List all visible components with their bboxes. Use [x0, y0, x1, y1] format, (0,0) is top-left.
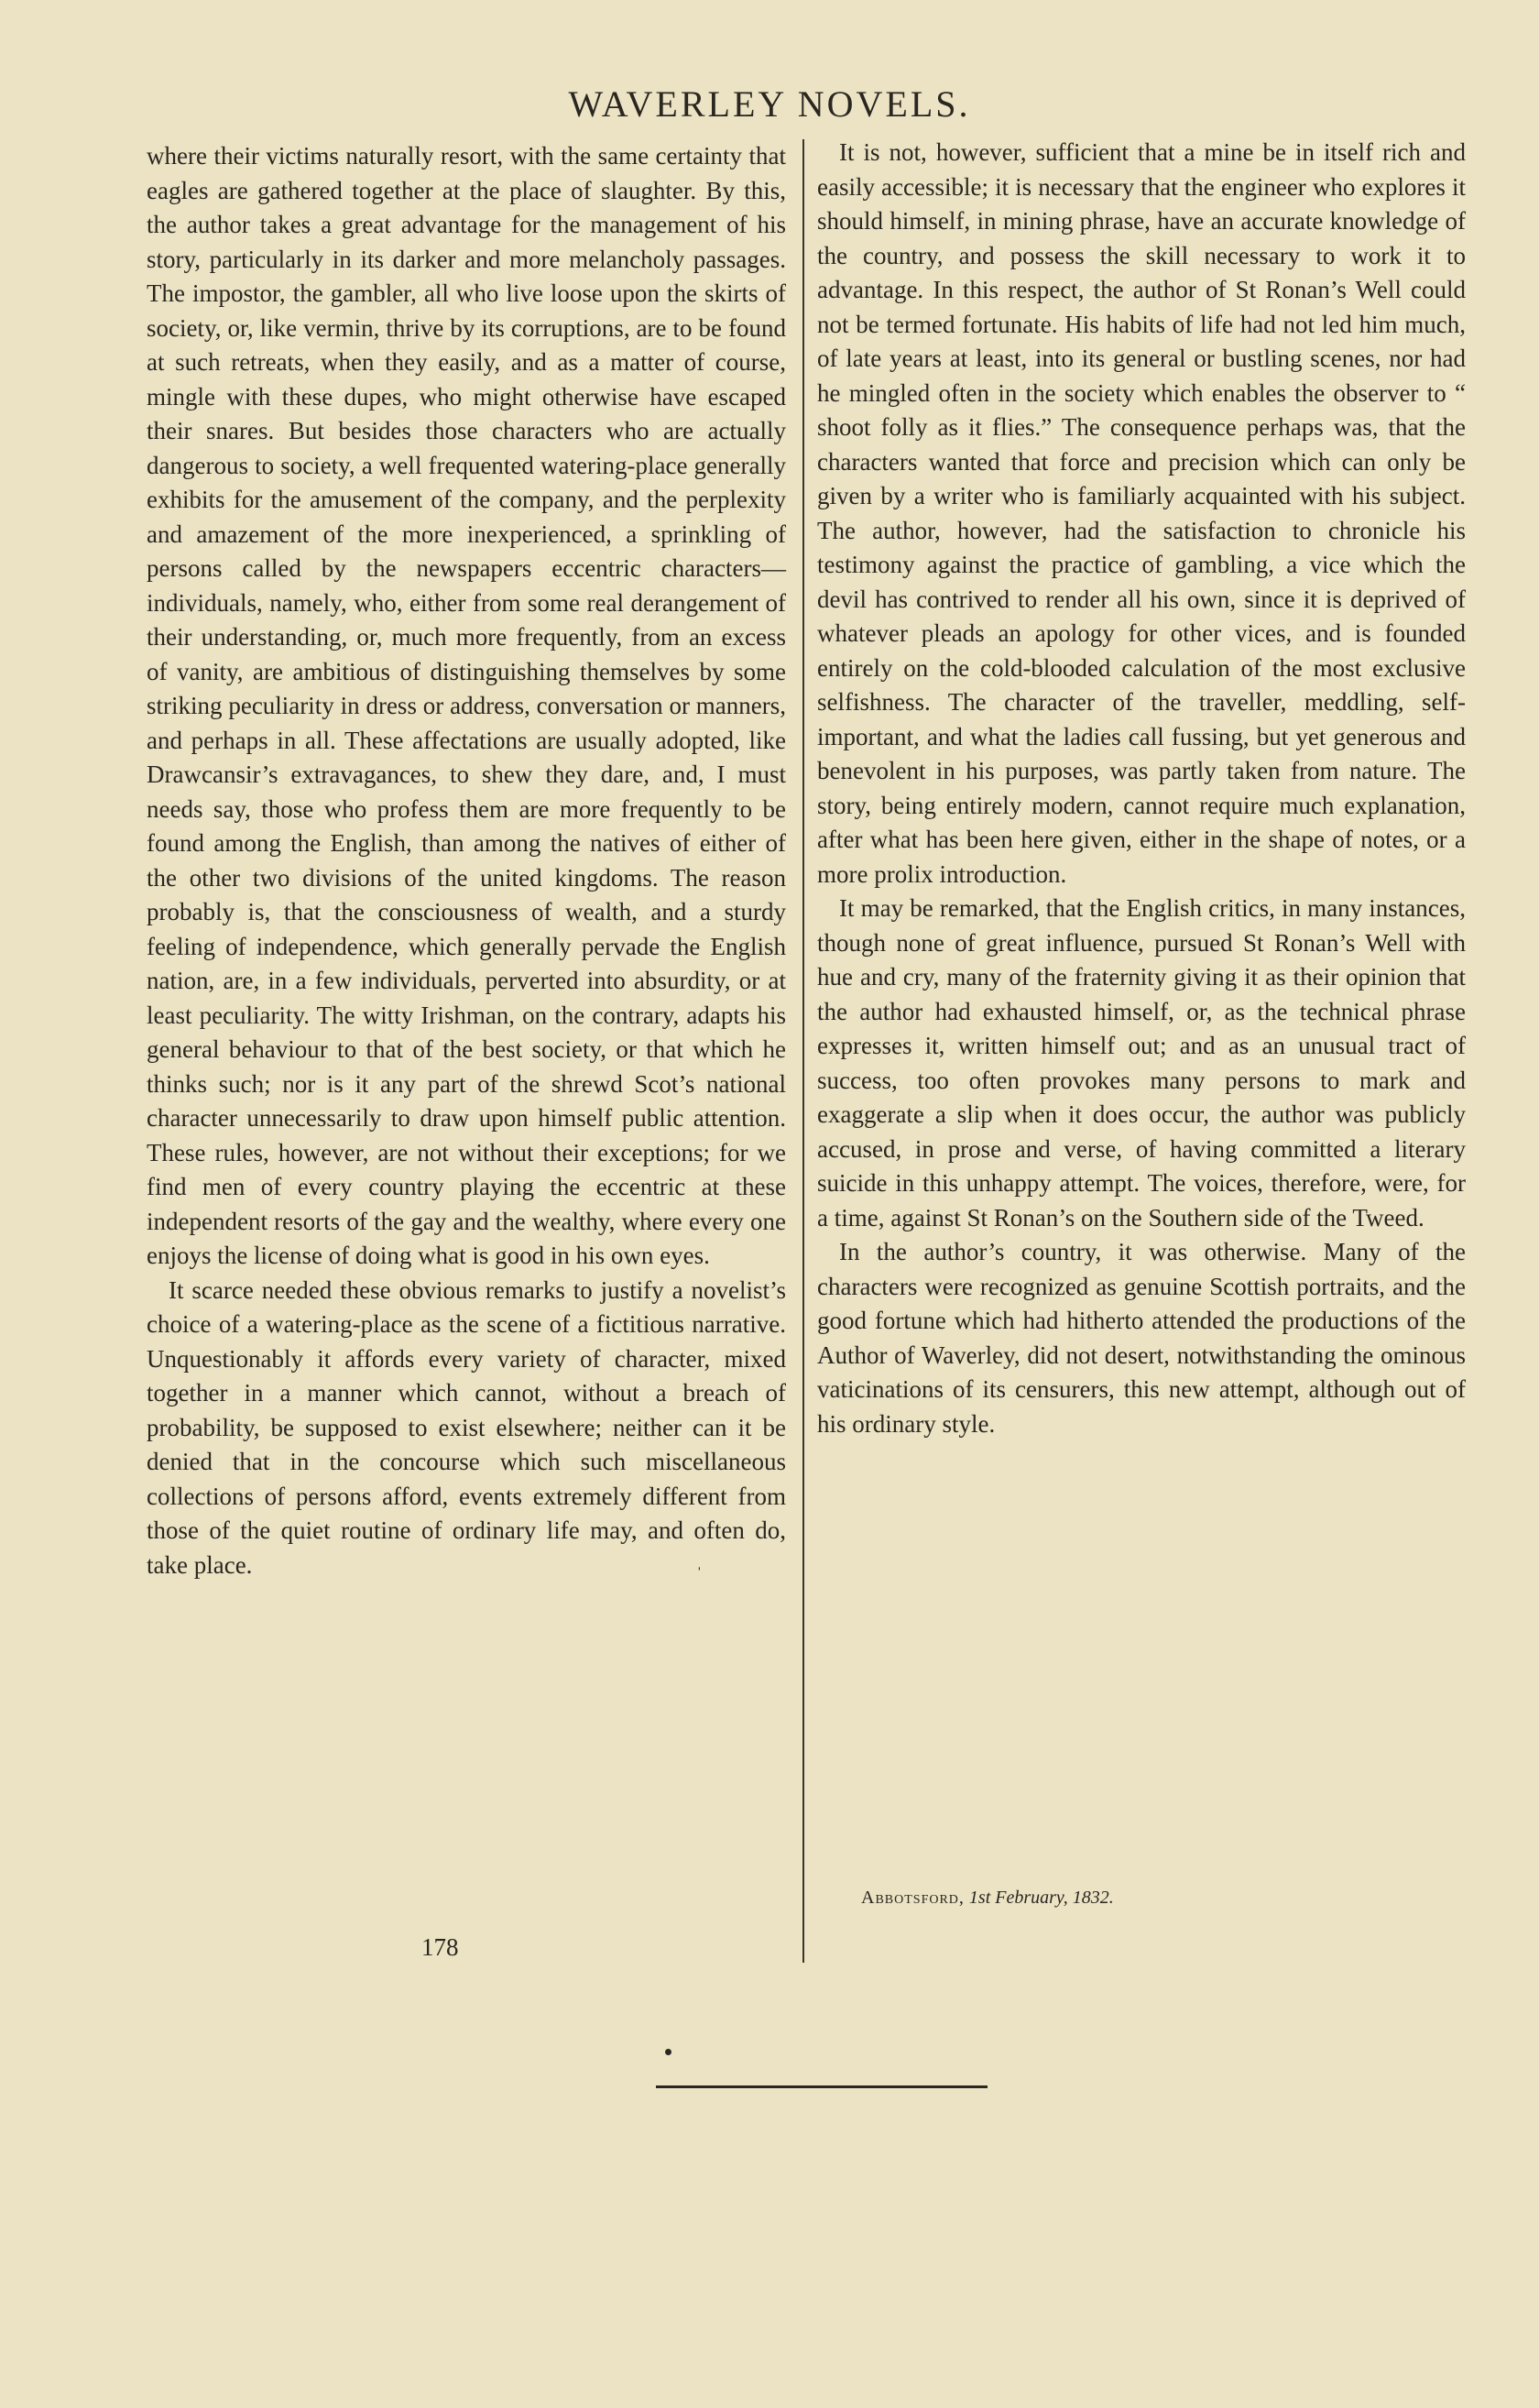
- right-column: [817, 136, 1466, 1441]
- left-paragraph-1: where their victims naturally resort, with the same certainty that eagles are gathered together at the place of slaughter. By this, the author takes a great advantage for the management of his story, particularly in its darker and more melancholy passages. The impostor, the gambler, all who live loose upon the skirts of society, or, like vermin, thrive by its corruptions, are to be found at such retreats, when they easily, and as a matter of course, mingle with these dupes, who might otherwise have escaped their snares. But besides those characters who are actually dangerous to society, a well frequented watering-place generally exhibits for the amusement of the company, and the perplexity and amazement of the more inexperienced, a sprinkling of persons called by the newspapers eccentric characters—individuals, namely, who, either from some real derangement of their understanding, or, much more frequently, from an excess of vanity, are ambitious of distinguishing themselves by some striking peculiarity in dress or address, conversation or manners, and perhaps in all. These affectations are usually adopted, like Drawcansir’s extravagances, to shew they dare, and, I must needs say, those who profess them are more frequently to be found among the English, than among the natives of either of the other two divisions of the united kingdoms. The reason probably is, that the consciousness of wealth, and a sturdy feeling of independence, which generally pervade the English nation, are, in a few individuals, perverted into absurdity, or at least peculiarity. The witty Irishman, on the contrary, adapts his general behaviour to that of the best society, or that which he thinks such; nor is it any part of the shrewd Scot’s national character unnecessarily to draw upon himself public attention. These rules, however, are not without their exceptions; for we find men of every country playing the eccentric at these independent resorts of the gay and the wealthy, where every one enjoys the license of doing what is good in his own eyes.: [147, 142, 786, 1269]
- right-paragraph-2: It may be remarked, that the English critics, in many instances, though none of great influence, pursued St Ronan’s Well with hue and cry, many of the fraternity giving it as their opinion that the author had exhausted himself, or, as the technical phrase expresses it, written himself out; and as an unusual tract of success, too often provokes many persons to mark and exaggerate a slip when it does occur, the author was publicly accused, in prose and verse, of having committed a literary suicide in this unhappy attempt. The voices, therefore, were, for a time, against St Ronan’s on the Southern side of the Tweed.: [817, 894, 1466, 1231]
- page-number: 178: [421, 1933, 459, 1961]
- left-column: [147, 139, 786, 1582]
- signoff-place: Abbotsford,: [861, 1888, 965, 1908]
- signoff-date: 1st February, 1832.: [968, 1888, 1114, 1908]
- page-header: WAVERLEY NOVELS.: [568, 83, 971, 125]
- right-paragraph-1: It is not, however, sufficient that a mine be in itself rich and easily accessible; it is necessary that the engineer who explores it should himself, in mining phrase, have an accurate knowledge of the country, and possess the skill necessary to work it to advantage. In this respect, the author of St Ronan’s Well could not be termed fortunate. His habits of life had not led him much, of late years at least, into its general or bustling scenes, nor had he mingled often in the society which enables the observer to “ shoot folly as it flies.” The consequence perhaps was, that the characters wanted that force and precision which can only be given by a writer who is familiarly acquainted with his subject. The author, however, had the satisfaction to chronicle his testimony against the practice of gambling, a vice which the devil has contrived to render all his own, since it is deprived of whatever pleads an apology for other vices, and is founded entirely on the cold-blooded calculation of the most exclusive selfishness. The character of the traveller, meddling, self-important, and what the ladies call fussing, but yet generous and benevolent in his purposes, was partly taken from nature. The story, being entirely modern, cannot require much explanation, after what has been here given, either in the shape of notes, or a more prolix introduction.: [817, 138, 1466, 888]
- ornament-dot: [665, 2049, 671, 2055]
- stray-mark: ˌ: [696, 1550, 703, 1571]
- signoff: [861, 1888, 1114, 1909]
- right-paragraph-3: In the author’s country, it was otherwise. Many of the characters were recognized as genuine Scottish portraits, and the good fortune which had hitherto attended the productions of the Author of Waverley, did not desert, notwithstanding the ominous vaticinations of its censurers, this new attempt, although out of his ordinary style.: [817, 1238, 1466, 1438]
- left-paragraph-2: It scarce needed these obvious remarks to justify a novelist’s choice of a watering-place as the scene of a fictitious narrative. Unquestionably it affords every variety of character, mixed together in a manner which cannot, without a breach of probability, be supposed to exist elsewhere; neither can it be denied that in the concourse which such miscellaneous collections of persons afford, events extremely different from those of the quiet routine of ordinary life may, and often do, take place.: [147, 1275, 786, 1579]
- column-divider: [802, 139, 804, 1963]
- bottom-rule: [656, 2085, 988, 2088]
